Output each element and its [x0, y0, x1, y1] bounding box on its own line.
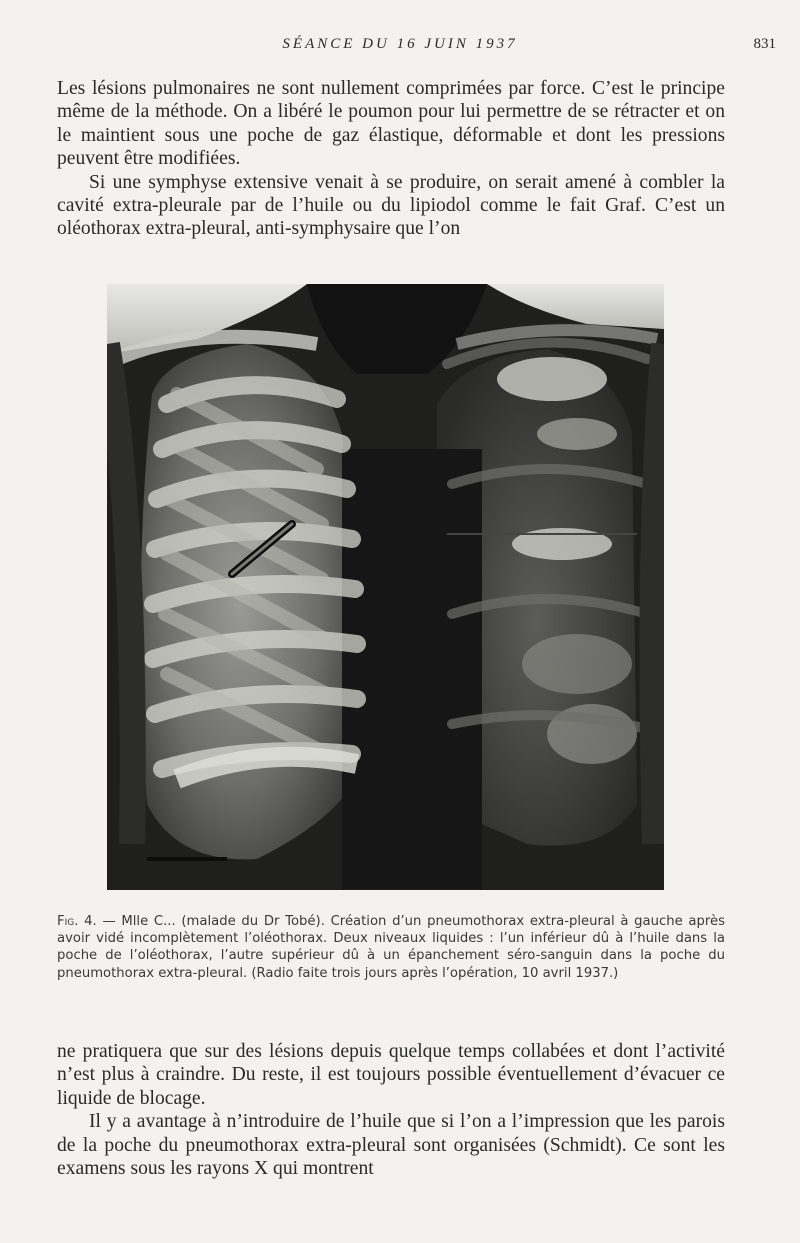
radiograph-image — [107, 284, 664, 890]
chest-radiograph-figure — [107, 284, 664, 890]
running-head-title: SÉANCE DU 16 JUIN 1937 — [282, 36, 518, 52]
paragraph: Il y a avantage à n’introduire de l’huile que si l’on a l’impression que les parois de la poche du pneumothorax extra-pleural sont organisées (Schmidt). Ce sont les examens sous les rayons X qui montrent — [57, 1111, 725, 1180]
paragraph: Si une symphyse extensive venait à se produire, on serait amené à combler la cavité extra-pleurale par de l’huile ou du lipiodol comme le fait Graf. C’est un oléothorax extra-pleural, anti-symphysaire que l’on — [57, 171, 725, 240]
figure-caption-text: — Mlle C... (malade du Dr Tobé). Création d’un pneumothorax extra-pleural à gauche après avoir vidé incomplètement l’oléothorax. Deux niveaux liquides : l’un inférieur dû à l’huile dans la poche de l’oléothorax, l’autre supérieur dû à un épanchement séro-sanguin dans la poche du pneumothorax extra-pleural. (Radio faite trois jours après l’opération, 10 avril 1937.) — [57, 914, 725, 981]
paragraph: Les lésions pulmonaires ne sont nullement comprimées par force. C’est le principe même de la méthode. On a libéré le poumon pour lui permettre de se rétracter et on le maintient sous une poche de gaz élastique, déformable et dont les pressions peuvent être modifiées. — [57, 78, 725, 170]
running-head — [0, 36, 800, 58]
body-text-top — [57, 77, 725, 241]
paragraph: ne pratiquera que sur des lésions depuis quelque temps collabées et dont l’activité n’est plus à craindre. Du reste, il est toujours possible éventuellement d’évacuer ce liquide de blocage. — [57, 1041, 725, 1109]
body-text-bottom — [57, 1040, 725, 1180]
figure-caption — [57, 913, 725, 982]
page-number: 831 — [753, 36, 776, 52]
figure-label: Fig. 4. — [57, 914, 97, 929]
